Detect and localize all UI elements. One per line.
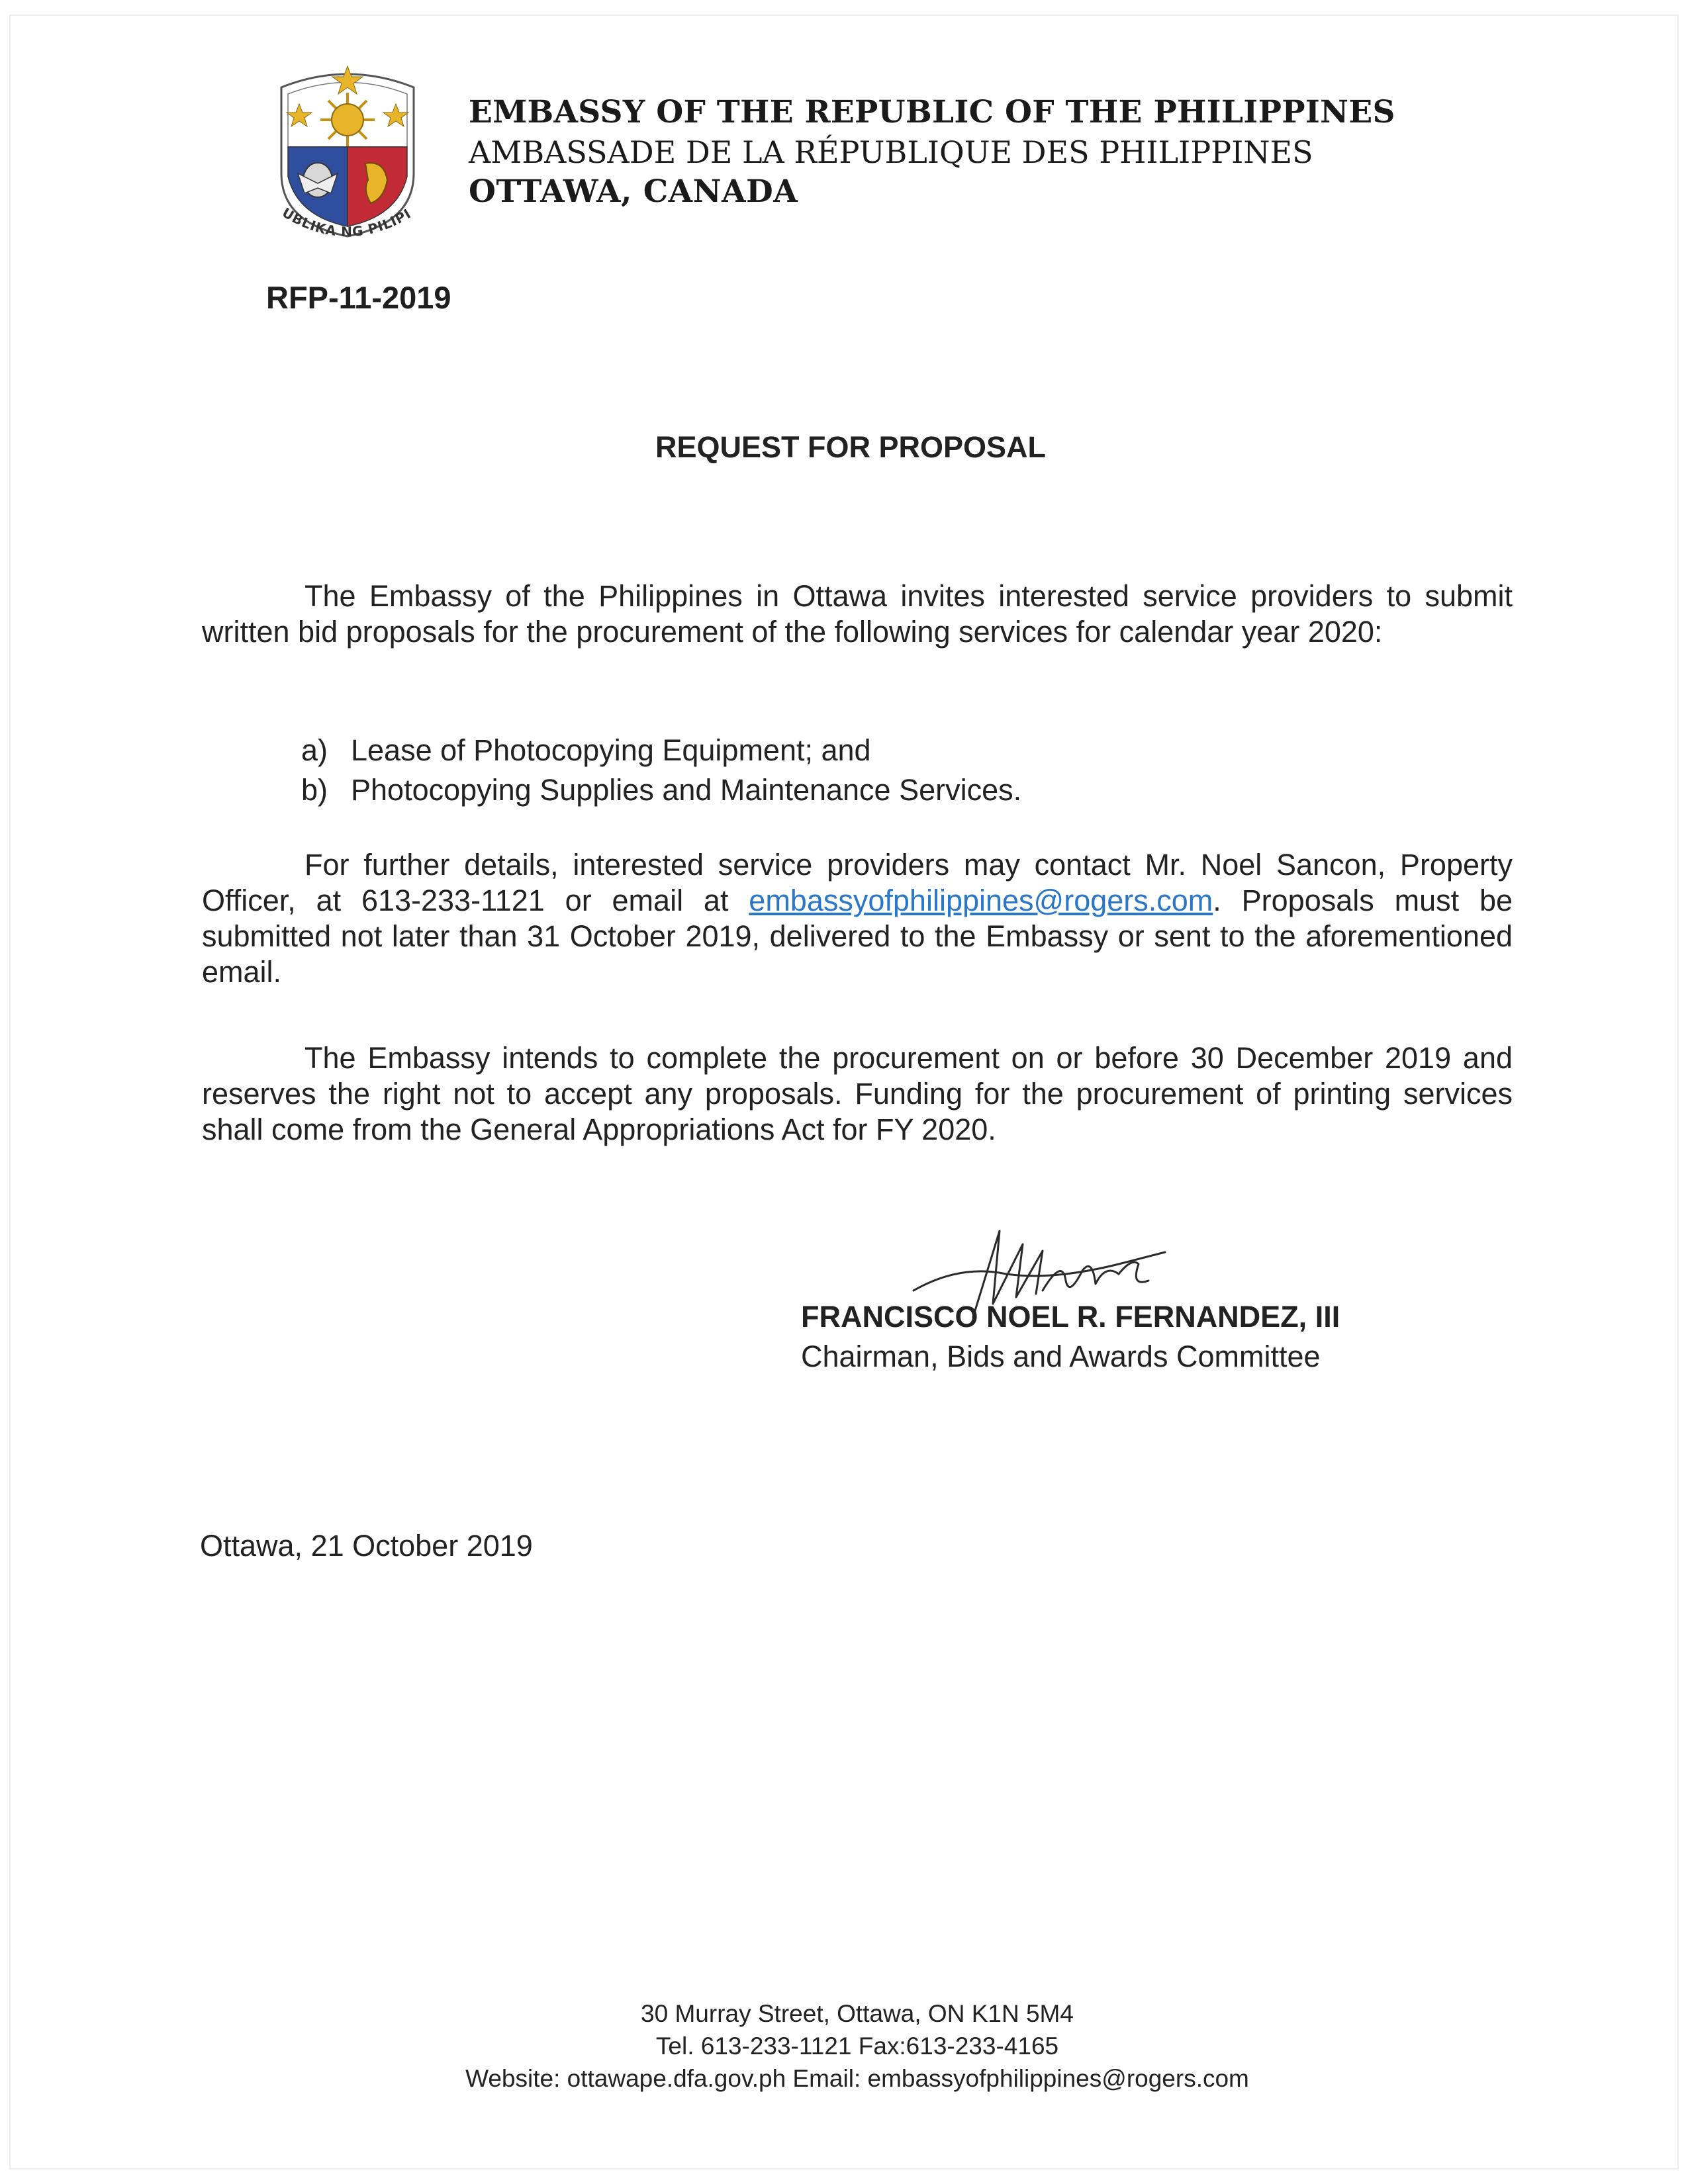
signature-block [801, 1297, 1340, 1377]
svg-text:REPUBLIKA NG PILIPINAS: UBLIKA NG PILIPI [279, 204, 414, 240]
list-item [301, 770, 1612, 810]
services-list [202, 731, 1612, 810]
signer-name: FRANCISCO NOEL R. FERNANDEZ, III [801, 1300, 1340, 1334]
contact-text: For further details, interested service providers may contact Mr. Noel Sancon, Property Officer, at 613-233-1121 or email at [202, 848, 1513, 917]
list-item [301, 731, 1612, 770]
intro-paragraph: The Embassy of the Philippines in Ottawa invites interested service providers to submit written bid proposals for the procurement of the following services for calendar year 2020: [202, 579, 1513, 649]
list-marker: a) [301, 733, 328, 767]
letterhead [469, 93, 1395, 212]
list-item-text: Lease of Photocopying Equipment; and [351, 733, 871, 767]
deadline-text: . Proposals must be submitted not later than 31 October 2019, delivered to the Embassy or sent to the aforementioned email. [202, 884, 1513, 989]
reference-number: RFP-11-2019 [266, 280, 451, 315]
letterhead-embassy-fr: AMBASSADE DE LA RÉPUBLIQUE DES PHILIPPINES [469, 134, 1313, 170]
footer-phone: Tel. 613-233-1121 Fax:613-233-4165 [655, 2032, 1059, 2060]
list-item-text: Photocopying Supplies and Maintenance Services. [351, 773, 1022, 807]
footer-address: 30 Murray Street, Ottawa, ON K1N 5M4 [641, 2000, 1074, 2027]
signer-title: Chairman, Bids and Awards Committee [801, 1340, 1321, 1373]
page-title: REQUEST FOR PROPOSAL [655, 430, 1047, 464]
philippine-seal-icon [252, 48, 444, 259]
list-marker: b) [301, 773, 328, 807]
procurement-paragraph: The Embassy intends to complete the procurement on or before 30 December 2019 and reserves the right not to accept any proposals. Funding for the procurement of printing services shall come from the General Appropriations Act for FY 2020. [202, 1041, 1513, 1146]
footer [0, 1997, 1688, 2095]
contact-paragraph [202, 847, 1513, 990]
footer-web: Website: ottawape.dfa.gov.ph Email: embassyofphilippines@rogers.com [465, 2065, 1249, 2092]
letterhead-embassy-en: EMBASSY OF THE REPUBLIC OF THE PHILIPPINES [469, 94, 1395, 130]
date-line: Ottawa, 21 October 2019 [200, 1529, 533, 1563]
email-link[interactable]: embassyofphilippines@rogers.com [749, 884, 1213, 917]
letterhead-city: OTTAWA, CANADA [469, 173, 798, 210]
